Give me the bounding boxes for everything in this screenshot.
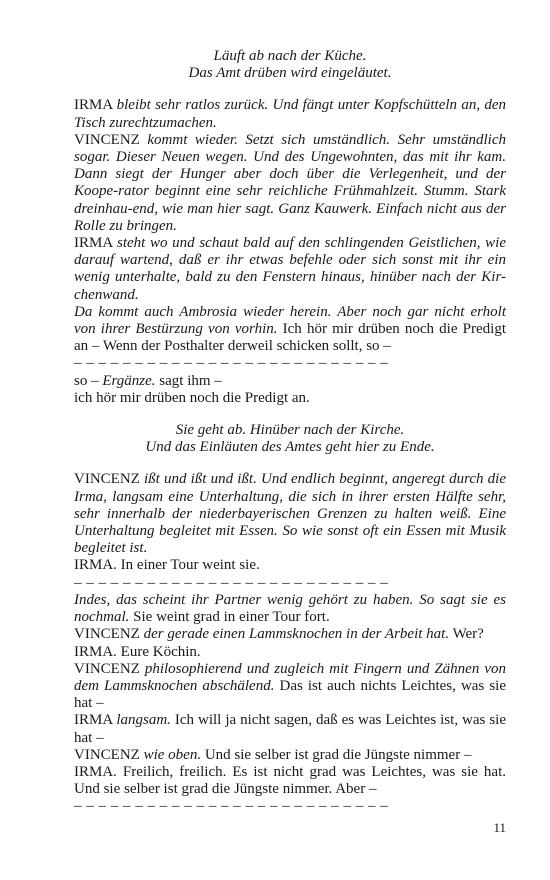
paragraph-irma-5 — [74, 712, 506, 746]
spoken-text: Das ist auch nichts Leichtes, was sie hat – — [74, 677, 506, 712]
paragraph-irma-4: IRMA. Eure Köchin. — [74, 643, 201, 660]
paragraph-vincenz-3 — [74, 626, 506, 643]
stage-text: Indes, das scheint ihr Partner wenig gehört zu haben. So sagt sie es nochmal. — [74, 591, 506, 626]
stage-text: philosophierend und zugleich mit Fingern und Zähnen von dem Lammsknochen abschälend. — [74, 660, 506, 694]
spoken-text: VINCENZ — [74, 660, 145, 677]
paragraph-irma-2 — [74, 235, 506, 304]
stage-text: ißt und ißt und ißt. Und endlich beginnt, angeregt durch die Irma, langsam eine Unterhaltung, die sich in ihrer ersten Hälfte sehr, sehr innerhalb der niederbayerischen Grenzen zu halten weiß. Eine Unterhaltung begleitet mit Essen. So wie sonst oft ein Essen mit Musik begleitet ist. — [74, 471, 506, 557]
spoken-text: Ich will ja nicht sagen, daß es was Leichtes ist, was sie hat – — [74, 712, 506, 746]
paragraph-predigt: ich hör mir drüben noch die Predigt an. — [74, 389, 310, 406]
page-body — [74, 48, 506, 816]
paragraph-vincenz-2 — [74, 471, 506, 557]
spoken-text: Ich hör mir drüben noch die Predigt an – Wenn der Posthalter derweil schicken sollt, so – — [74, 321, 506, 355]
stage-line: Läuft ab nach der Küche. — [213, 48, 367, 64]
dash-line: – – – – – – – – – – – – – – – – – – – – – – – – – – — [74, 798, 389, 815]
page-number: 11 — [493, 820, 506, 835]
stage-direction-top — [74, 48, 506, 82]
stage-text: bleibt sehr ratlos zurück. Und fängt unter Kopfschütteln an, den Tisch zurechtzumachen. — [74, 97, 507, 131]
paragraph-vincenz-5 — [74, 747, 506, 764]
spoken-text: Sie weint grad in einer Tour fort. — [129, 609, 330, 626]
stage-line: Und das Einläuten des Amtes geht hier zu Ende. — [145, 439, 435, 456]
stage-text: der gerade einen Lammsknochen in der Arbeit hat. — [143, 626, 450, 643]
paragraph-irma-3: IRMA. In einer Tour weint sie. — [74, 557, 260, 574]
stage-text: kommt wieder. Setzt sich umständlich. Sehr umständlich sogar. Dieser Neuen wegen. Und des Ungewohnten, das mit ihr kam. Dann siegt der Hunger aber doch über die Verlegenheit, und der Koope-rator beginnt eine sehr reichliche Frühmahlzeit. Stumm. Stark dreinhau-end, wie man hier sagt. Ganz Kauwerk. Einfach nicht aus der Rolle zu bringen. — [74, 131, 506, 234]
stage-text: langsam. — [116, 712, 171, 729]
spoken-text: VINCENZ — [74, 626, 144, 643]
paragraph-vincenz-4 — [74, 661, 506, 713]
spoken-text: IRMA — [74, 712, 117, 729]
stage-direction-mid — [74, 422, 506, 456]
stage-text: wie oben. — [143, 746, 202, 763]
spoken-text: VINCENZ — [74, 746, 144, 763]
dash-line: – – – – – – – – – – – – – – – – – – – – – – – – – – — [74, 574, 389, 591]
paragraph-indes — [74, 592, 506, 626]
stage-line: Das Amt drüben wird eingeläutet. — [188, 65, 392, 82]
paragraph-vincenz-1 — [74, 132, 506, 235]
paragraph-ambrosia — [74, 304, 506, 356]
paragraph-irma-1 — [74, 97, 506, 131]
paragraph-ergaenze — [74, 373, 506, 390]
dash-line: – – – – – – – – – – – – – – – – – – – – – – – – – – — [74, 355, 389, 372]
spoken-text: IRMA — [74, 235, 118, 252]
spoken-text: IRMA — [74, 97, 117, 114]
stage-text: Da kommt auch Ambrosia wieder herein. Aber noch gar nicht erholt von ihrer Bestürzung von vorhin. — [74, 303, 506, 338]
spoken-text: so – — [74, 372, 103, 389]
spoken-text: Und sie selber ist grad die Jüngste nimmer – — [201, 746, 472, 763]
stage-line: Sie geht ab. Hinüber nach der Kirche. — [175, 422, 405, 439]
spoken-text: VINCENZ — [74, 471, 144, 488]
stage-text: Ergänze. — [102, 372, 156, 389]
paragraph-irma-6: IRMA. Freilich, freilich. Es ist nicht grad was Leichtes, was sie hat. Und sie selber ist grad die Jüngste nimmer. Aber – — [74, 763, 506, 798]
spoken-text: VINCENZ — [74, 131, 148, 148]
stage-text: steht wo und schaut bald auf den schlingenden Geistlichen, wie darauf wartend, daß er ihr etwas befehle oder sich sonst mit ihr ein wenig unterhalte, bald zu den Fenstern hinaus, hinüber nach der Kir-chenwand. — [74, 235, 507, 303]
spoken-text: Wer? — [449, 626, 484, 643]
spoken-text: sagt ihm – — [155, 372, 222, 389]
